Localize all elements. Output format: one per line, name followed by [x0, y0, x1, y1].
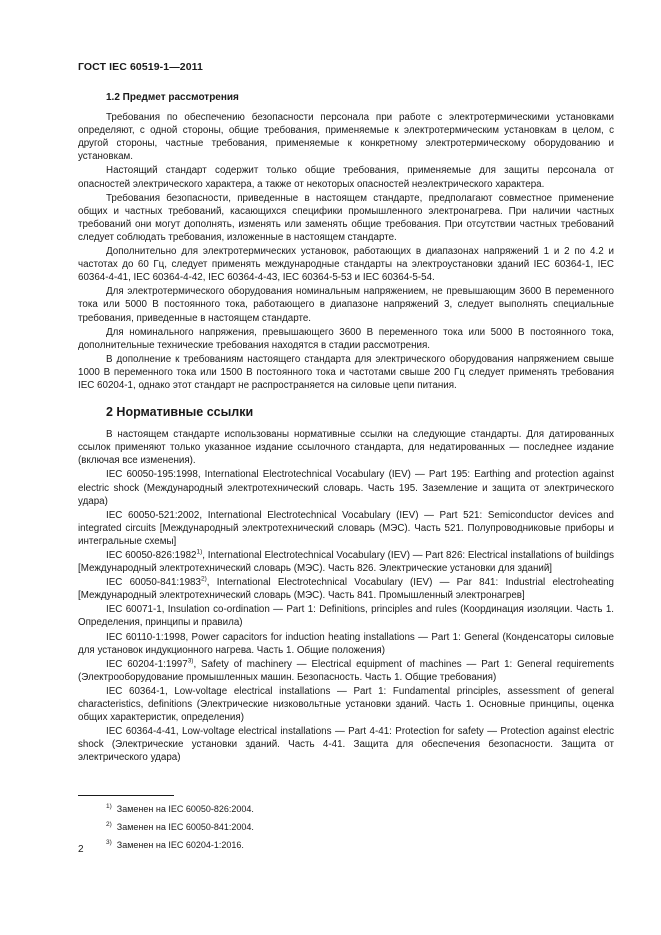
section-2-heading: 2 Нормативные ссылки	[106, 405, 254, 420]
footnote: $^{2)}$ Заменен на IEC 60050-841:2004.	[106, 821, 254, 832]
footnote: $^{3)}$ Заменен на IEC 60204-1:2016.	[106, 839, 244, 850]
page-number: 2	[78, 844, 84, 855]
footnote-ref: 3)	[187, 657, 194, 665]
normative-reference: IEC 60050-195:1998, International Electrotechnical Vocabulary (IEV) — Part 195: Earthing and protection against electric shock (Международный электротехнический словарь. Часть 195. Заземление и защита от электрического удара)	[78, 469, 615, 507]
footnote-divider	[78, 795, 174, 796]
footnote-ref: 2)	[200, 575, 207, 583]
normative-reference: IEC 60204-1:1997$^{3)}$, Safety of machinery — Electrical equipment of machines — Part 1: General requirements (Электрооборудование промышленных машин. Безопасность. Часть 1. Общие требования)	[78, 657, 615, 683]
paragraph: Настоящий стандарт содержит только общие требования, применяемые для защиты персонала от опасностей электрического характера, а также от некоторых опасностей неэлектрического характера.	[78, 165, 614, 190]
paragraph: Требования по обеспечению безопасности персонала при работе с электротермическими установками определяют, с одной стороны, общие требования, применяемые к электротермическим установкам в целом, с другой стороны, частные требования, применяемые к конкретному электротермическому оборудованию и установкам.	[78, 112, 614, 163]
normative-reference: IEC 60050-826:1982$^{1)}$, International Electrotechnical Vocabulary (IEV) — Part 826: Electrical installations of buildings [Международный электротехнический словарь (МЭС). Часть 826. Электрические установки для зданий]	[78, 548, 615, 575]
paragraph: Для номинального напряжения, превышающего 3600 В переменного тока или 5000 В постоянного тока, дополнительные технические требования находятся в стадии рассмотрения.	[78, 326, 614, 351]
main-content	[78, 91, 614, 766]
paragraph: Требования безопасности, приведенные в настоящем стандарте, предполагают совместное применение общих и частных требований, касающихся специфики промышленного электронагрева. При наличии частных требований они могут дополнять, изменять или заменять общие требования. При отсутствии частных требований следует соблюдать требования, изложенные в настоящем стандарте.	[78, 192, 614, 243]
section-1-2-heading: 1.2 Предмет рассмотрения	[106, 92, 239, 103]
normative-reference: IEC 60364-1, Low-voltage electrical installations — Part 1: Fundamental principles, assessment of general characteristics, definitions (Электрические низковольтные установки зданий. Часть 1. Основные принципы, оценка общих характеристик, определения)	[78, 685, 614, 724]
paragraph: Дополнительно для электротермических установок, работающих в диапазонах напряжений 1 и 2 по 4.2 и частотах до 60 Гц, следует применять международные стандарты на электроустановки зданий IEC 60364-1, IEC 60364-4-41, IEC 60364-4-42, IEC 60364-4-43, IEC 60364-5-53 и IEC 60364-5-54.	[78, 246, 614, 284]
normative-reference: IEC 60050-841:1983$^{2)}$, International Electrotechnical Vocabulary (IEV) — Par 841: Industrial electroheating [Международный электротехнический словарь (МЭС). Часть 841. Промышленный электронагрев]	[78, 575, 614, 602]
paragraph: Для электротермического оборудования номинальным напряжением, не превышающим 3600 В переменного тока или 5000 В постоянного тока, работающего в диапазоне напряжений 3, следует выполнять специальные требования, приведенные в настоящем стандарте.	[78, 286, 614, 324]
normative-reference: IEC 60050-521:2002, International Electrotechnical Vocabulary (IEV) — Part 521: Semiconductor devices and integrated circuits [Международный электротехнический словарь (МЭС). Часть 521. Полупроводниковые приборы и интегральные схемы]	[78, 509, 615, 547]
paragraph: В дополнение к требованиям настоящего стандарта для электрического оборудования напряжением свыше 1000 В переменного тока или 1500 В постоянного тока и частотами свыше 200 Гц следует применять требования IEC 60204-1, однако этот стандарт не распространяется на силовые цепи питания.	[78, 353, 614, 391]
normative-reference: IEC 60110-1:1998, Power capacitors for induction heating installations — Part 1: General (Конденсаторы силовые для установок индукционного нагрева. Часть 1. Общие положения)	[78, 631, 615, 656]
normative-reference: IEC 60071-1, Insulation co-ordination — Part 1: Definitions, principles and rules (Координация изоляции. Часть 1. Определения, принципы и правила)	[78, 604, 614, 629]
footnote-ref: 1)	[196, 548, 203, 556]
document-header: ГОСТ IEC 60519-1—2011	[78, 61, 203, 73]
normative-reference: IEC 60364-4-41, Low-voltage electrical installations — Part 4-41: Protection for safety — Protection against electric shock (Электрические установки зданий. Часть 4-41. Защита для обеспечения безопасности. Защита от электрического удара)	[78, 726, 614, 764]
footnotes	[106, 799, 254, 853]
section-2-intro: В настоящем стандарте использованы нормативные ссылки на следующие стандарты. Для датированных ссылок применяют только указанное издание ссылочного стандарта, для недатированных — последнее издание (включая все изменения).	[78, 429, 614, 467]
footnote: $^{1)}$ Заменен на IEC 60050-826:2004.	[106, 803, 254, 814]
